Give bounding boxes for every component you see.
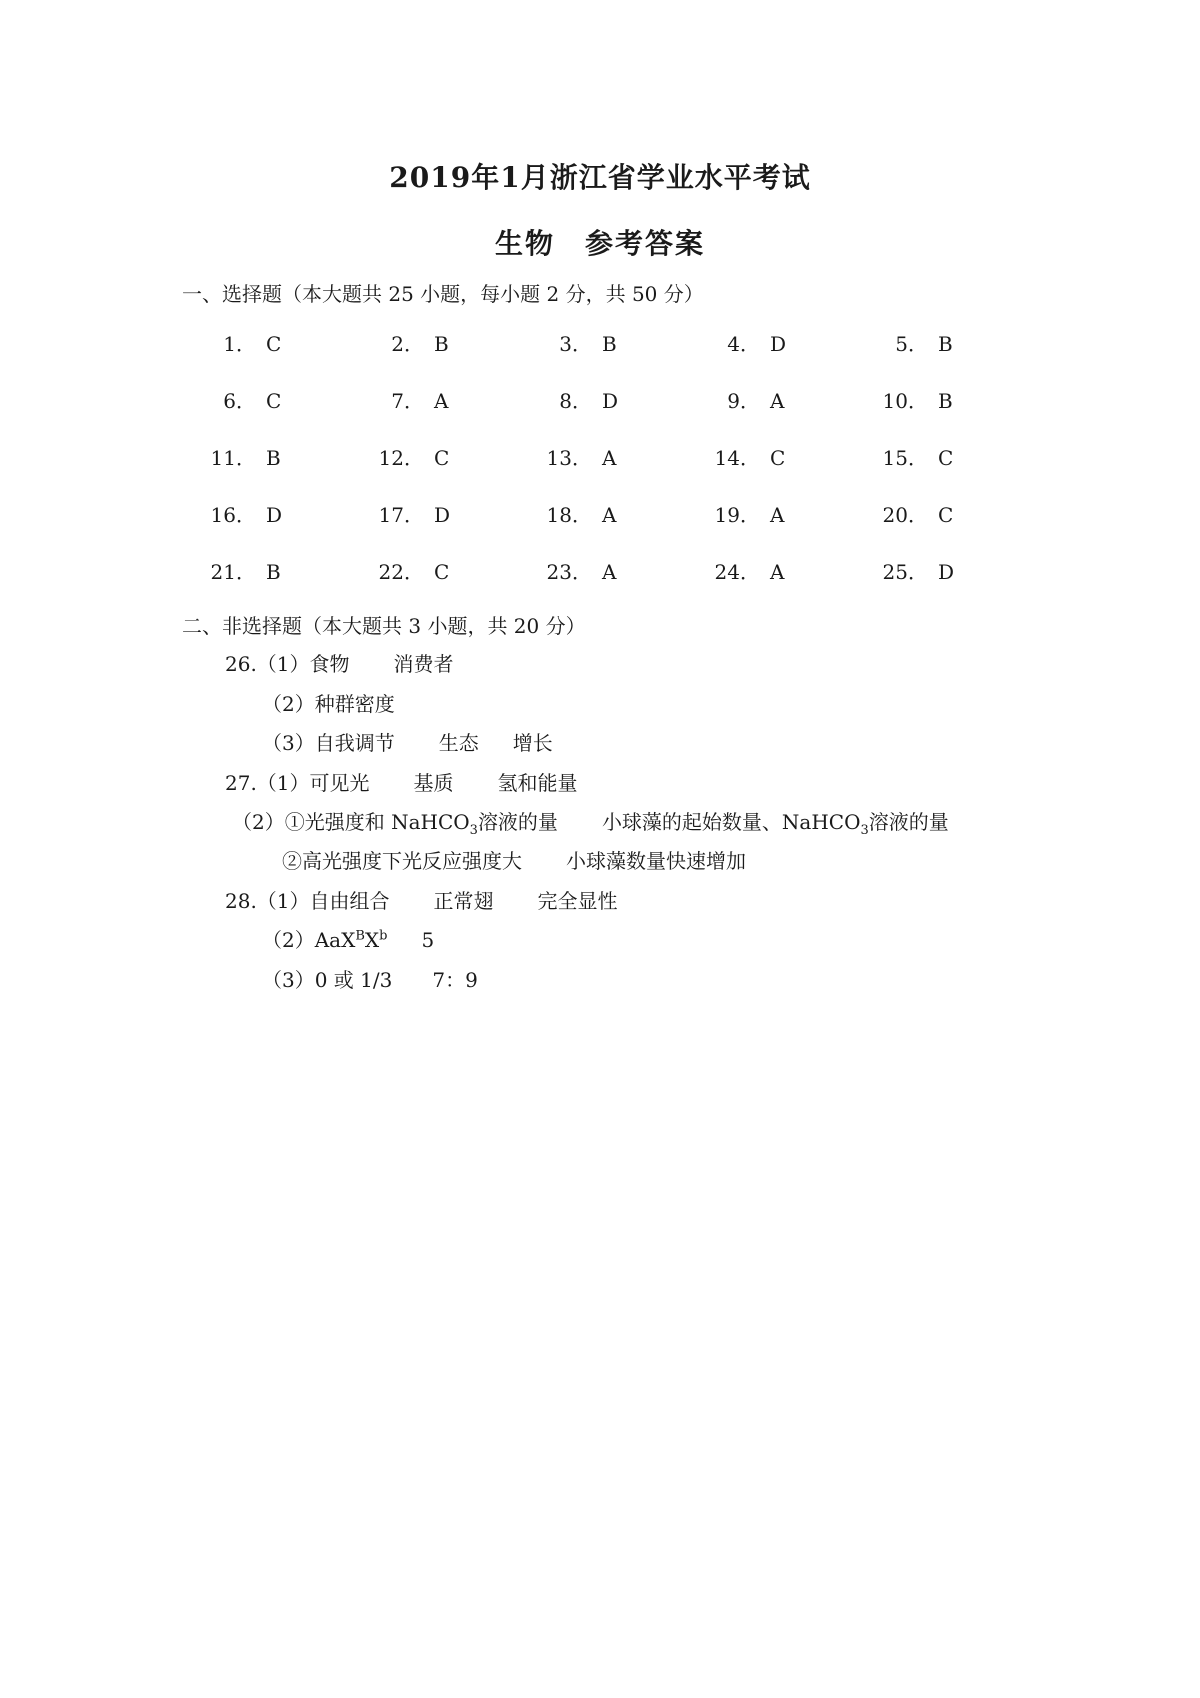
answer-item — [532, 556, 632, 585]
q26-line2: （2）种群密度 — [262, 692, 395, 716]
answer-item — [364, 385, 464, 414]
q27-2-answer-d: 小球藻数量快速增加 — [566, 849, 746, 873]
q28-1-answer-b: 正常翅 — [433, 889, 494, 913]
q27-2-subscript-b: 3 — [860, 823, 869, 838]
question-number: 16． — [210, 503, 256, 527]
question-number: 23． — [546, 560, 592, 584]
answer-item — [700, 328, 800, 357]
q27-1-answer-a: 27.（1）可见光 — [225, 771, 370, 795]
q28-3-answer-b: 7：9 — [432, 968, 478, 992]
q28-2-superscript-2: b — [379, 928, 388, 944]
answer-choice: D — [602, 389, 619, 413]
question-number: 20． — [882, 503, 928, 527]
answer-choice: D — [266, 503, 283, 527]
answer-item — [700, 442, 800, 471]
q27-2-answer-b-end: 溶液的量 — [868, 810, 949, 834]
question-number: 4． — [727, 332, 760, 356]
q28-1-answer-c: 完全显性 — [537, 889, 618, 913]
answer-item — [532, 442, 632, 471]
question-number: 14． — [714, 446, 760, 470]
answer-choice: A — [602, 560, 617, 584]
answer-choice: B — [938, 332, 953, 356]
q26-1-answer-a: 26.（1）食物 — [225, 652, 350, 676]
question-number: 8． — [559, 389, 592, 413]
q28-2-answer-b: 5 — [421, 928, 435, 952]
question-number: 21． — [210, 560, 256, 584]
answer-key-label: 参考答案 — [585, 227, 706, 260]
q26-3-answer-a: （3）自我调节 — [262, 731, 395, 755]
q26-1-answer-b: 消费者 — [393, 652, 454, 676]
q27-2-answer-a: （2）①光强度和 NaHCO — [232, 810, 470, 834]
answer-choice: C — [266, 332, 282, 356]
answer-item — [364, 328, 464, 357]
answer-item — [364, 442, 464, 471]
q27-1-answer-b: 基质 — [413, 771, 454, 795]
answer-item — [700, 385, 800, 414]
q28-2-superscript-1: B — [355, 928, 365, 944]
question-number: 13． — [546, 446, 592, 470]
question-number: 25． — [882, 560, 928, 584]
question-number: 6． — [223, 389, 256, 413]
answer-item — [868, 556, 968, 585]
q26-line3 — [262, 727, 553, 756]
question-number: 22． — [378, 560, 424, 584]
question-number: 15． — [882, 446, 928, 470]
q27-line2 — [232, 806, 949, 838]
answer-choice: C — [938, 446, 954, 470]
answer-choice: A — [770, 389, 785, 413]
question-number: 7． — [391, 389, 424, 413]
q27-2-answer-a-end: 溶液的量 — [477, 810, 558, 834]
document-title: 2019年1月浙江省学业水平考试 — [389, 161, 811, 194]
answer-item — [196, 442, 296, 471]
question-number: 18． — [546, 503, 592, 527]
answer-choice: C — [938, 503, 954, 527]
q27-2-answer-c: ②高光强度下光反应强度大 — [282, 849, 522, 873]
question-number: 17． — [378, 503, 424, 527]
section2-heading: 二、非选择题（本大题共 3 小题，共 20 分） — [182, 614, 586, 638]
q28-line2 — [262, 924, 434, 953]
answer-choice: B — [266, 446, 281, 470]
answer-item — [868, 499, 968, 528]
question-number: 10． — [882, 389, 928, 413]
question-number: 12． — [378, 446, 424, 470]
q27-2-subscript-a: 3 — [469, 823, 478, 838]
q28-3-answer-a: （3）0 或 1/3 — [262, 968, 393, 992]
answer-item — [196, 385, 296, 414]
answer-item — [868, 442, 968, 471]
question-number: 9． — [727, 389, 760, 413]
answer-choice: C — [434, 560, 450, 584]
q26-3-answer-b: 生态 — [438, 731, 479, 755]
answer-choice: A — [770, 560, 785, 584]
question-number: 11． — [210, 446, 256, 470]
answer-item — [532, 499, 632, 528]
answer-item — [196, 328, 296, 357]
q26-line1 — [225, 648, 454, 677]
answer-item — [196, 556, 296, 585]
answer-item — [364, 556, 464, 585]
q27-2-answer-b: 小球藻的起始数量、NaHCO — [601, 810, 861, 834]
answer-item — [868, 385, 968, 414]
document-subtitle — [0, 222, 1200, 262]
answer-item — [196, 499, 296, 528]
answer-choice: B — [938, 389, 953, 413]
answer-choice: D — [938, 560, 955, 584]
question-number: 24． — [714, 560, 760, 584]
answer-item — [868, 328, 968, 357]
question-number: 1． — [223, 332, 256, 356]
question-number: 5． — [895, 332, 928, 356]
answer-choice: B — [266, 560, 281, 584]
question-number: 2． — [391, 332, 424, 356]
answer-choice: C — [266, 389, 282, 413]
answer-choice: A — [434, 389, 449, 413]
question-number: 3． — [559, 332, 592, 356]
question-number: 19． — [714, 503, 760, 527]
q27-1-answer-c: 氢和能量 — [497, 771, 578, 795]
answer-item — [700, 499, 800, 528]
answer-choice: C — [770, 446, 786, 470]
q26-3-answer-c: 增长 — [512, 731, 553, 755]
answer-choice: D — [770, 332, 787, 356]
section1-heading: 一、选择题（本大题共 25 小题，每小题 2 分，共 50 分） — [182, 282, 704, 306]
answer-choice: C — [434, 446, 450, 470]
answer-item — [364, 499, 464, 528]
answer-item — [532, 328, 632, 357]
q28-line1 — [225, 885, 618, 914]
q28-2-chromosome-x: X — [364, 928, 380, 952]
q27-line3 — [282, 845, 746, 874]
q28-2-answer-a: （2）AaX — [262, 928, 356, 952]
answer-choice: A — [770, 503, 785, 527]
answer-choice: B — [434, 332, 449, 356]
answer-choice: B — [602, 332, 617, 356]
q28-line3 — [262, 964, 478, 993]
subject-label: 生物 — [494, 227, 555, 260]
answer-choice: A — [602, 503, 617, 527]
answer-item — [700, 556, 800, 585]
q28-1-answer-a: 28.（1）自由组合 — [225, 889, 390, 913]
answer-choice: A — [602, 446, 617, 470]
answer-choice: D — [434, 503, 451, 527]
q27-line1 — [225, 767, 578, 796]
answer-item — [532, 385, 632, 414]
